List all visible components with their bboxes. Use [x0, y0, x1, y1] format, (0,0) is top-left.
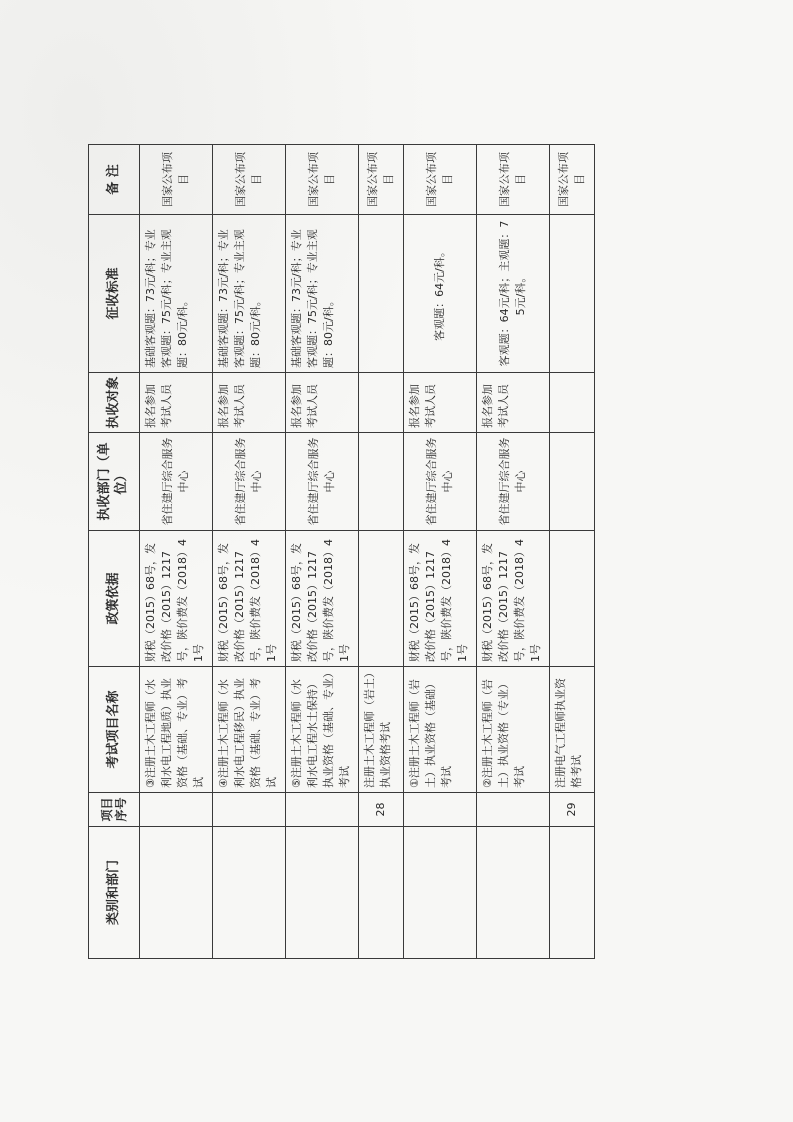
cell-category — [476, 827, 549, 959]
cell-name: ⑤注册土木工程师（水利水电工程水土保持）执业资格（基础、专业）考试 — [286, 667, 359, 793]
cell-standard: 基础客观题：73元/科；专业客观题：75元/科；专业主观题：80元/科。 — [213, 215, 286, 373]
header-category: 类别和部门 — [89, 827, 140, 959]
cell-policy — [358, 531, 403, 667]
cell-target — [549, 373, 594, 433]
cell-target: 报名参加考试人员 — [140, 373, 213, 433]
header-name: 考试项目名称 — [89, 667, 140, 793]
cell-dept: 省住建厅综合服务中心 — [286, 433, 359, 531]
cell-seq: 28 — [358, 793, 403, 827]
header-standard: 征收标准 — [89, 215, 140, 373]
cell-seq — [213, 793, 286, 827]
header-dept: 执收部门（单位） — [89, 433, 140, 531]
cell-policy: 财税（2015）68号，发改价格（2015）1217号，陕价费发（2018）41号 — [404, 531, 477, 667]
cell-target — [358, 373, 403, 433]
table-header-row — [89, 145, 140, 959]
table-row — [358, 145, 403, 959]
fee-table — [88, 144, 595, 959]
cell-dept — [358, 433, 403, 531]
table-row — [213, 145, 286, 959]
cell-note: 国家公布项目 — [358, 145, 403, 215]
header-policy: 政策依据 — [89, 531, 140, 667]
cell-standard: 客观题：64元/科。 — [404, 215, 477, 373]
cell-policy — [549, 531, 594, 667]
cell-dept: 省住建厅综合服务中心 — [476, 433, 549, 531]
cell-seq — [404, 793, 477, 827]
cell-dept: 省住建厅综合服务中心 — [140, 433, 213, 531]
header-note: 备 注 — [89, 145, 140, 215]
cell-target: 报名参加考试人员 — [286, 373, 359, 433]
cell-name: ③注册土木工程师（水利水电工程地质）执业资格（基础、专业）考试 — [140, 667, 213, 793]
cell-note: 国家公布项目 — [404, 145, 477, 215]
cell-target: 报名参加考试人员 — [476, 373, 549, 433]
cell-name: ②注册土木工程师（岩土）执业资格（专业）考试 — [476, 667, 549, 793]
table-row — [140, 145, 213, 959]
table-row — [549, 145, 594, 959]
cell-dept: 省住建厅综合服务中心 — [213, 433, 286, 531]
cell-category — [358, 827, 403, 959]
header-seq: 项目序号 — [89, 793, 140, 827]
rotated-table-frame — [88, 145, 595, 959]
cell-standard: 基础客观题：73元/科；专业客观题：75元/科；专业主观题：80元/科。 — [286, 215, 359, 373]
cell-standard — [358, 215, 403, 373]
cell-standard: 客观题：64元/科；主观题：75元/科。 — [476, 215, 549, 373]
table-row — [286, 145, 359, 959]
cell-category — [286, 827, 359, 959]
cell-seq — [140, 793, 213, 827]
cell-name: 注册土木工程师（岩土）执业资格考试 — [358, 667, 403, 793]
cell-note: 国家公布项目 — [549, 145, 594, 215]
cell-policy: 财税（2015）68号，发改价格（2015）1217号，陕价费发（2018）41号 — [476, 531, 549, 667]
table-row — [404, 145, 477, 959]
cell-name: ①注册土木工程师（岩土）执业资格（基础）考试 — [404, 667, 477, 793]
cell-policy: 财税（2015）68号，发改价格（2015）1217号，陕价费发（2018）41号 — [140, 531, 213, 667]
cell-seq — [476, 793, 549, 827]
cell-policy: 财税（2015）68号，发改价格（2015）1217号，陕价费发（2018）41号 — [213, 531, 286, 667]
header-target: 执收对象 — [89, 373, 140, 433]
cell-target: 报名参加考试人员 — [404, 373, 477, 433]
cell-policy: 财税（2015）68号，发改价格（2015）1217号，陕价费发（2018）41号 — [286, 531, 359, 667]
cell-category — [404, 827, 477, 959]
cell-note: 国家公布项目 — [476, 145, 549, 215]
cell-note: 国家公布项目 — [140, 145, 213, 215]
cell-dept: 省住建厅综合服务中心 — [404, 433, 477, 531]
cell-standard — [549, 215, 594, 373]
fee-table-container — [88, 145, 595, 959]
cell-name: ④注册土木工程师（水利水电工程移民）执业资格（基础、专业）考试 — [213, 667, 286, 793]
cell-category — [213, 827, 286, 959]
cell-seq: 29 — [549, 793, 594, 827]
cell-standard: 基础客观题：73元/科；专业客观题：75元/科；专业主观题：80元/科。 — [140, 215, 213, 373]
cell-category — [549, 827, 594, 959]
cell-dept — [549, 433, 594, 531]
table-row — [476, 145, 549, 959]
cell-category — [140, 827, 213, 959]
cell-note: 国家公布项目 — [213, 145, 286, 215]
cell-seq — [286, 793, 359, 827]
cell-target: 报名参加考试人员 — [213, 373, 286, 433]
cell-name: 注册电气工程师执业资格考试 — [549, 667, 594, 793]
cell-note: 国家公布项目 — [286, 145, 359, 215]
